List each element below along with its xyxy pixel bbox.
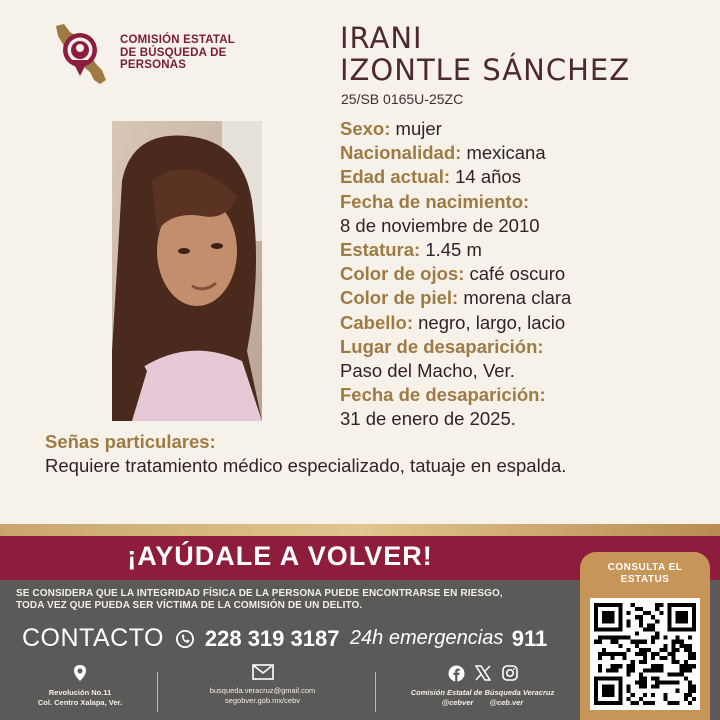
detail-value: negro, largo, lacio [418, 311, 566, 333]
social-handle-1[interactable]: @cebver [441, 697, 474, 707]
qr-title [580, 562, 710, 586]
instagram-icon[interactable] [502, 665, 518, 681]
detail-birthdate-value [340, 214, 710, 238]
person-name [340, 22, 630, 86]
facebook-icon[interactable] [448, 665, 465, 682]
detail-eye-color [340, 262, 710, 286]
detail-value: café oscuro [469, 263, 566, 285]
contact-label: CONTACTO [22, 624, 164, 652]
detail-disappearance-place-value [340, 359, 710, 383]
detail-label: Nacionalidad: [340, 142, 462, 164]
status-qr-panel [580, 552, 710, 720]
org-name [120, 34, 235, 72]
qr-title-line2: ESTATUS [620, 574, 670, 585]
detail-disappearance-date-label [340, 383, 710, 407]
detail-value: 31 de enero de 2025. [340, 408, 516, 430]
footer-divider [157, 672, 158, 712]
detail-nationality [340, 141, 710, 165]
detail-label: Fecha de desaparición: [340, 384, 546, 406]
detail-value: 8 de noviembre de 2010 [340, 214, 540, 236]
detail-label: Sexo: [340, 118, 391, 139]
footer-email [190, 664, 335, 705]
detail-disappearance-date-value [340, 407, 710, 431]
location-pin-icon [73, 664, 87, 682]
banner-title: ¡AYÚDALE A VOLVER! [127, 541, 433, 571]
detail-value: 14 años [455, 166, 521, 188]
distinguishing-marks-value: Requiere tratamiento médico especializado, tatuaje en espalda. [45, 455, 567, 476]
qr-title-line1: CONSULTA EL [607, 562, 683, 573]
contact-line [22, 624, 547, 653]
email-link[interactable]: busqueda.veracruz@gmail.com [209, 686, 316, 695]
org-name-footer: Comisión Estatal de Búsqueda Veracruz [410, 688, 555, 697]
address-line1: Revolución No.11 [48, 688, 112, 697]
gold-divider [0, 524, 720, 536]
detail-value: mujer [395, 118, 442, 139]
detail-skin-color [340, 286, 710, 310]
person-details [340, 117, 710, 432]
last-name: IZONTLE SÁNCHEZ [340, 53, 631, 87]
address-line2: Col. Centro Xalapa, Ver. [37, 697, 123, 707]
website-link[interactable]: segobver.gob.mx/cebv [224, 695, 301, 705]
detail-label: Cabello: [340, 311, 413, 333]
distinguishing-marks [45, 430, 566, 478]
detail-label: Color de piel: [340, 287, 459, 309]
risk-warning-line1: SE CONSIDERA QUE LA INTEGRIDAD FÍSICA DE LA PERSONA PUEDE ENCONTRARSE EN RIESGO, [16, 588, 503, 599]
detail-height [340, 238, 710, 262]
qr-code-graphic [594, 602, 696, 706]
detail-label: Fecha de nacimiento: [340, 190, 530, 212]
emergency-label: 24h emergencias [349, 627, 504, 649]
detail-birthdate-label [340, 190, 710, 214]
footer-divider [375, 672, 376, 712]
org-name-line3: PERSONAS [120, 59, 187, 71]
veracruz-map-pin-logo-icon [50, 20, 112, 90]
detail-sex [340, 117, 710, 141]
detail-disappearance-place-label [340, 335, 710, 359]
social-handles [395, 698, 570, 708]
detail-value: mexicana [466, 142, 546, 164]
x-icon[interactable] [475, 665, 491, 681]
qr-code[interactable] [590, 598, 700, 710]
person-photo [112, 121, 262, 421]
envelope-icon [252, 664, 274, 680]
detail-value: Paso del Macho, Ver. [340, 360, 515, 382]
case-code: 25/SB 0165U-25ZC [341, 91, 464, 107]
org-logo [50, 20, 280, 90]
detail-hair [340, 311, 710, 335]
social-handle-2[interactable]: @ceb.ver [489, 697, 524, 707]
phone-icon [176, 630, 194, 648]
contact-phone[interactable]: 228 319 3187 [204, 625, 340, 651]
distinguishing-marks-label: Señas particulares: [45, 431, 216, 452]
social-icons [448, 664, 518, 682]
detail-value: 1.45 m [425, 239, 482, 261]
footer-address [20, 664, 140, 707]
org-name-line2: DE BÚSQUEDA DE [120, 46, 227, 59]
detail-value: morena clara [463, 287, 572, 309]
risk-warning-line2: TODA VEZ QUE PUEDA SER VÍCTIMA DE LA COMISIÓN DE UN DELITO. [16, 600, 363, 611]
detail-age [340, 165, 710, 189]
detail-label: Edad actual: [340, 166, 450, 188]
detail-label: Estatura: [340, 239, 421, 261]
footer-social [395, 664, 570, 707]
org-name-line1: COMISIÓN ESTATAL [120, 34, 235, 46]
first-name: IRANI [340, 21, 423, 55]
risk-warning [16, 588, 576, 612]
emergency-number[interactable]: 911 [511, 625, 548, 651]
detail-label: Lugar de desaparición: [340, 335, 544, 357]
detail-label: Color de ojos: [340, 263, 465, 285]
